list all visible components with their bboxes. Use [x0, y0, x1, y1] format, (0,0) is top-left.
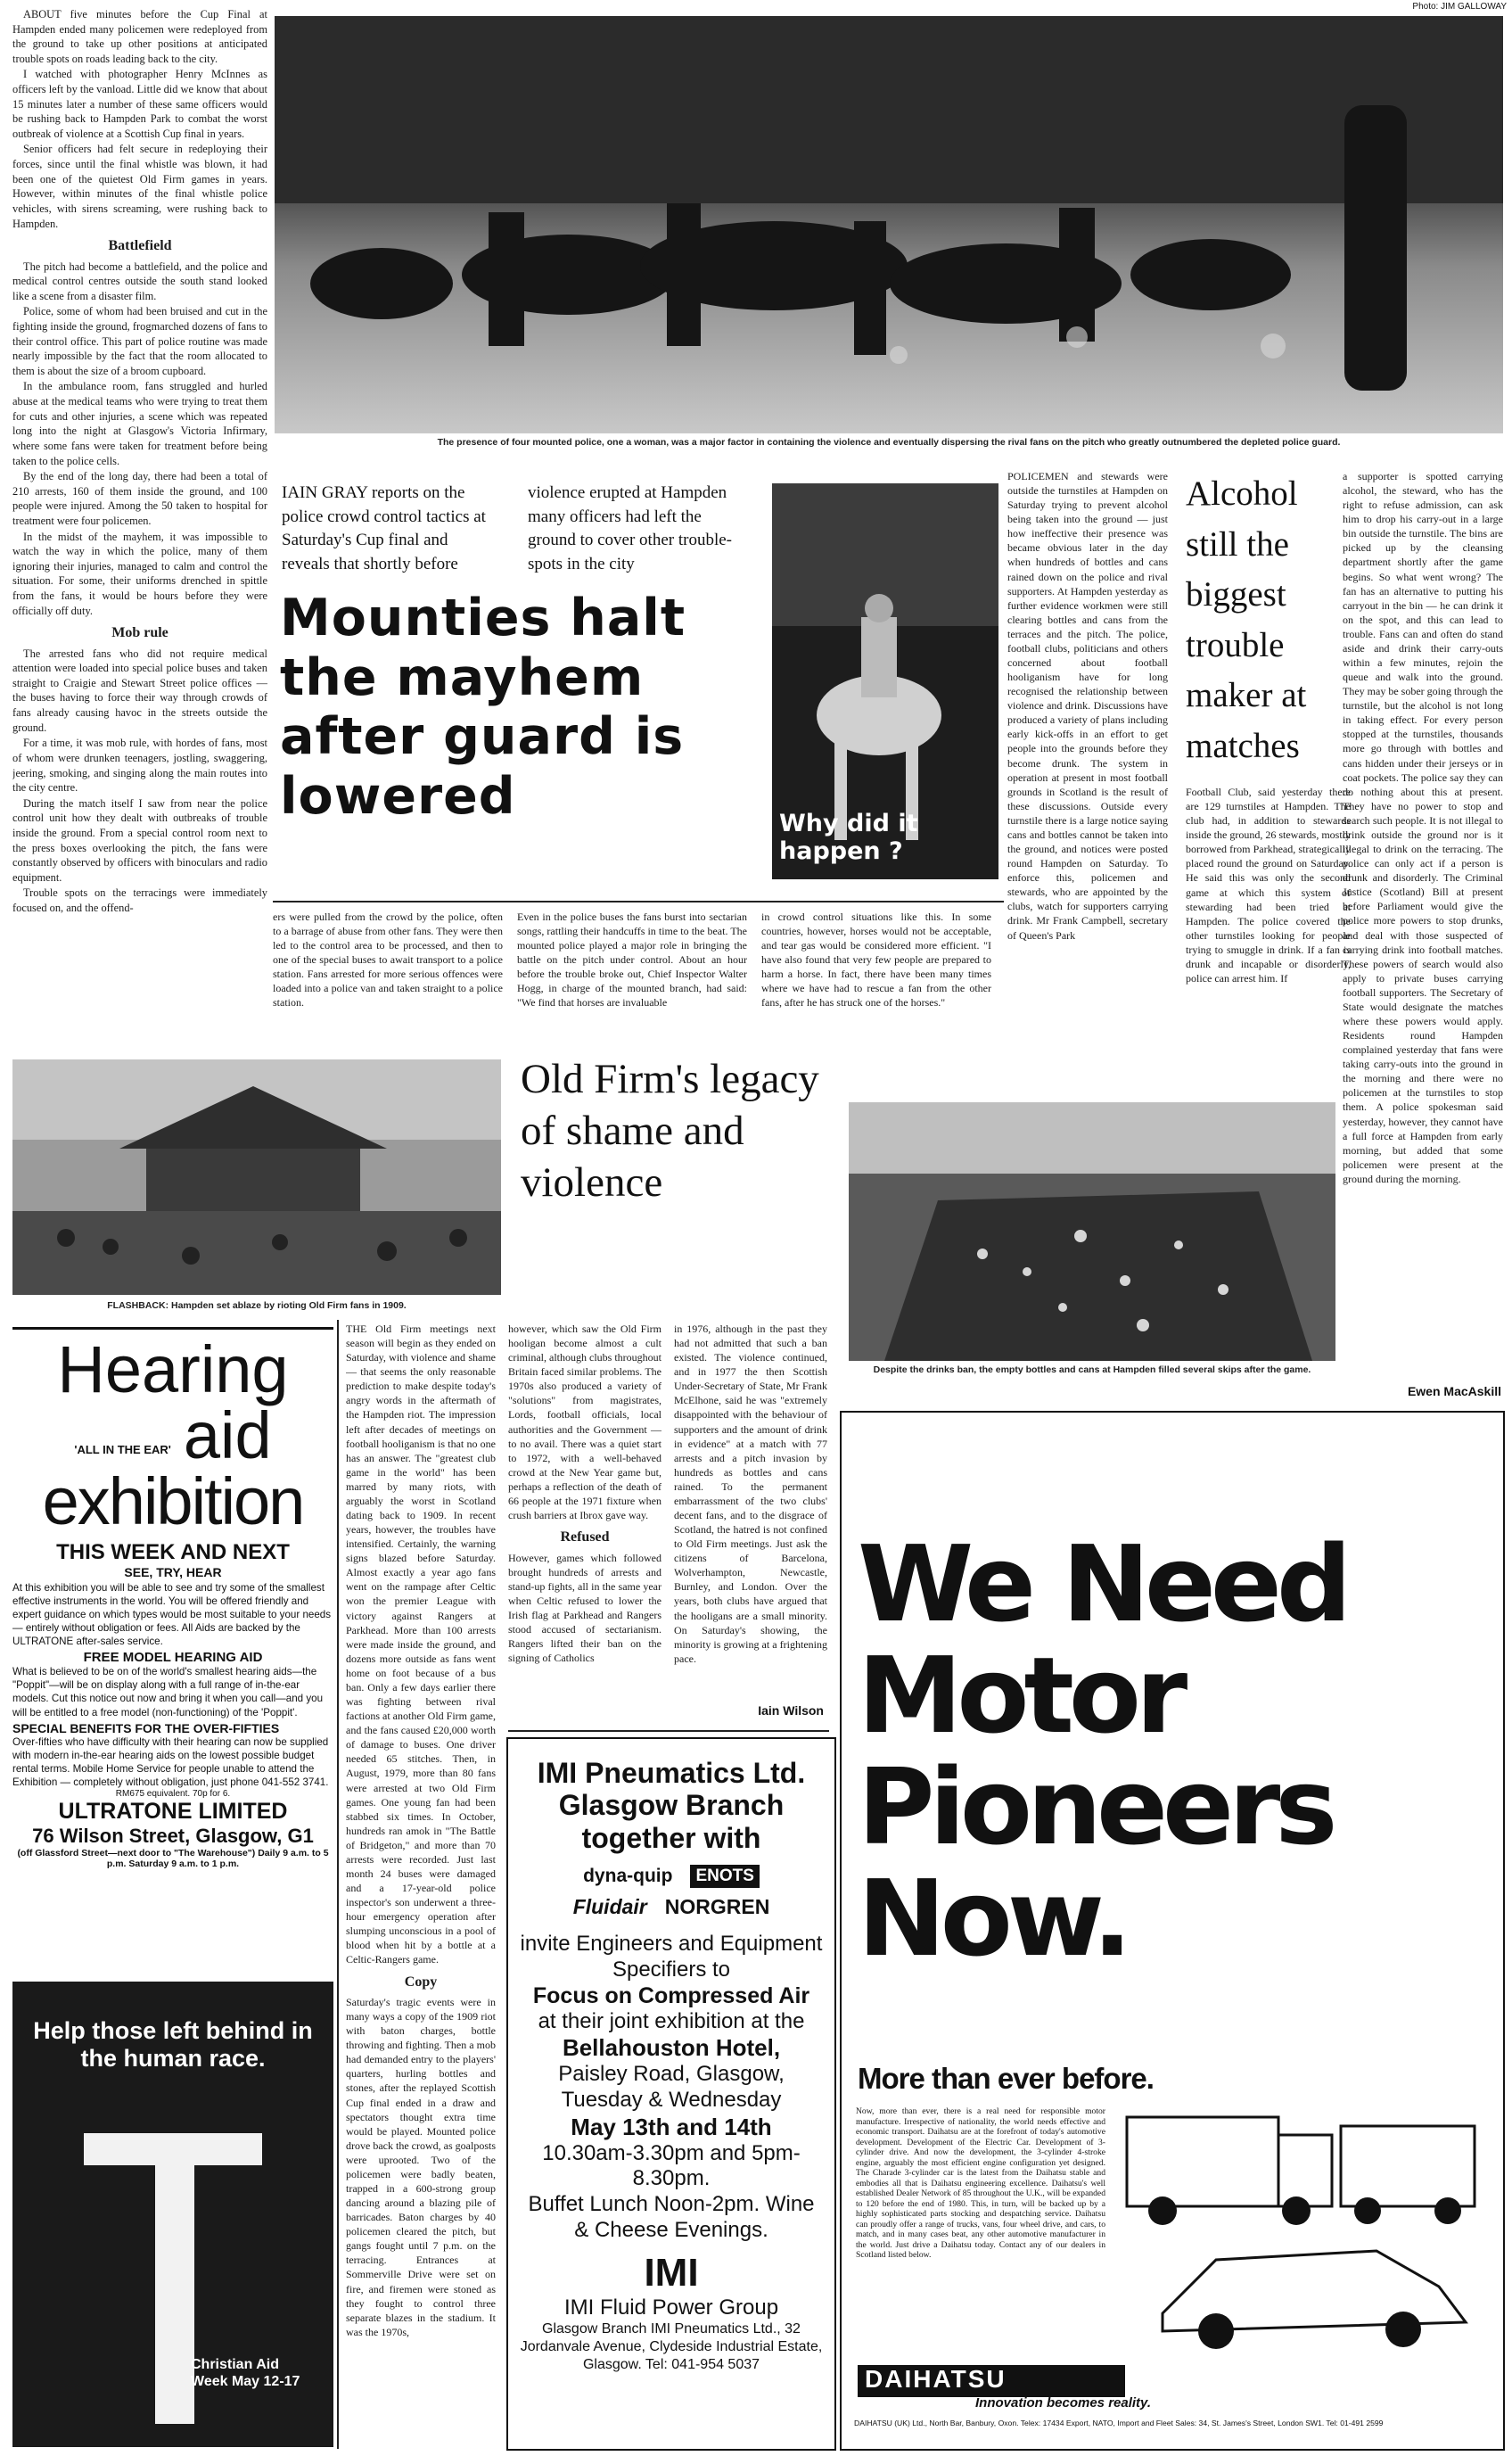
hearing-title: Hearing: [57, 1332, 289, 1406]
fluidair-logo: Fluidair: [572, 1895, 647, 1919]
why-column: POLICEMEN and stewards were outside the turnstiles at Hampden on Saturday trying to prevent alcohol being taken into the ground — just how ineffective their presence was became obvious later in the day when hundreds of bottles and cans rained down on the police and rival supporters. At Hampden yesterday as further evidence workmen were still clearing bottles and cans from the terraces and the pitch. The police, football clubs, politicians and others concerned about football hooliganism have for long recognised the relationship between violence and drink. Discussions have produced a variety of plans including early kick-offs in an effort to get people into the grounds before they become drunk. The system in operation at present in most football grounds in Scotland is the result of these discussions. Outside every turnstile there is a large notice saying cans and bottles cannot be taken into the ground, and notices were posted round Hampden on Saturday. To enforce this, policemen and stewards, who are appointed by the clubs, watch for supporters carrying drink. Mr Frank Campbell, secretary of Queen's Park: [1007, 470, 1168, 942]
drinks-caption: Despite the drinks ban, the empty bottles and cans at Hampden filled several skips after the game.: [873, 1364, 1311, 1375]
imi-title: IMI Pneumatics Ltd. Glasgow Branch together with: [537, 1757, 806, 1854]
paragraph: For a time, it was mob rule, with hordes of fans, most of whom were drunken teenagers, jostling, swaggering, jeering, smoking, and singing along the main routes into the city centre.: [12, 737, 267, 795]
hearing-free: FREE MODEL HEARING AID: [83, 1650, 263, 1666]
imi-group: IMI Fluid Power Group: [563, 2295, 779, 2320]
christian-week: Christian Aid Week May 12-17: [191, 2357, 300, 2390]
subheading: Refused: [560, 1529, 610, 1545]
christian-headline: Help those left behind in the human race.: [33, 2017, 313, 2073]
imi-joint: at their joint exhibition at the: [538, 2009, 805, 2033]
alcohol-column: Football Club, said yesterday there are 129 turnstiles at Hampden. The club had, in addition to stewards inside the ground, 26 stewards, mostly borrowed from Parkhead, strategically placed round the ground on Saturday. He said this was only the second game at which this system of stewarding had been tried at Hampden. The police covered the other turnstiles looking for people trying to smuggle in drink. If a fan is drunk and incapable or disorderly, police can arrest him. If: [1186, 786, 1351, 985]
photo-image: [12, 1059, 501, 1295]
alcohol-headline: Alcohol still the biggest trouble maker at matches: [1186, 474, 1307, 765]
oldfirm-column-1: [346, 1322, 496, 2451]
oldfirm-text: however, which saw the Old Firm hooligan become almost a cult criminal, although clubs throughout Britain faced similar problems. The 1970s also produced a variety of "solutions" from magistrates, Lords, football officials, local authorities and the Government — to no avail. There was a quiet start to 1972, with a well-behaved crowd at the New Year game but, perhaps a reflection of the death of 66 people at the 1971 fixture when crush barriers at Ibrox gave way.: [508, 1323, 662, 1522]
oldfirm-byline: Iain Wilson: [758, 1703, 824, 1718]
top-photo-caption: The presence of four mounted police, one a woman, was a major factor in containing the violence and eventually dispersing the rival fans on the pitch who greatly outnumbered the depleted police guard.: [437, 437, 1341, 448]
imi-ad: [506, 1737, 836, 2451]
oldfirm-text: However, games which followed brought hundreds of arrests and stand-up fights, all in the same year when Celtic refused to lower the Irish flag at Parkhead and Rangers stood accused of sectarianism. Rangers lifted their ban on the signing of Catholics: [508, 1551, 662, 1665]
hearing-exhibition: exhibition: [42, 1464, 304, 1538]
mid-column-2: Even in the police buses the fans burst into sectarian songs, rattling their handcuffs in time to the beat. The mounted police played a major role in bringing the battle on the pitch under control. About an hour before the trouble broke out, Chief Inspector Walter Hogg, in charge of the mounted branch, had said: "We find that horses are invaluable: [517, 911, 747, 1010]
subheading: Copy: [404, 1974, 438, 1990]
hearing-see: SEE, TRY, HEAR: [124, 1565, 222, 1579]
daihatsu-subhead: More than ever before.: [858, 2062, 1154, 2095]
photo-image: [275, 16, 1503, 433]
hearing-address: 76 Wilson Street, Glasgow, G1: [32, 1824, 314, 1847]
paragraph: In the ambulance room, fans struggled and hurled abuse at the medical teams who were trying to treat them for cuts and other injuries, a scene which was repeated long into the night at Glasgow's Victoria Infirmary, where some fans were taken for treatment before being taken to the police cells.: [12, 380, 267, 467]
divider: [337, 1320, 339, 2449]
hampden-pitch-photo: [275, 16, 1503, 433]
photo-image: [849, 1102, 1335, 1361]
enots-logo: ENOTS: [690, 1865, 759, 1888]
paragraph: ABOUT five minutes before the Cup Final at Hampden ended many policemen were redeployed from the ground to take up other positions at anticipated trouble spots on roads leading back to the city.: [12, 8, 267, 65]
mounted-police-photo: [772, 483, 998, 879]
paragraph: Police, some of whom had been bruised and cut in the fighting inside the ground, frogmarched dozens of fans to their control office. This part of police routine was made nearly impossible by the fact that the room allocated to them is about the size of a broom cupboard.: [12, 305, 267, 377]
oldfirm-text: Saturday's tragic events were in many ways a copy of the 1909 riot with baton charges, bottle throwing and fighting. Then a mob had demanded entry to the players' quarters, hurling bottles and stones, after the replayed Scottish Cup final ended in a draw and spectators thought extra time would be played. Mounted police drove back the crowd, as goalposts were uprooted. Two of the policemen were badly beaten, trapped in a 600-strong group dancing around a blazing pile of barricades. Baton charges by 40 policemen cleared the pitch, but gangs fought until 7 p.m. on the terracing. Entrances at Sommerville Drive were set on fire, and firemen were stoned as they fought to control three separate blazes in the stadium. It was the 1970s,: [346, 1995, 496, 2338]
paragraph: By the end of the long day, there had been a total of 210 arrests, 160 of them inside the ground, and 100 people were injured. Among the 50 taken to hospital for treatment were four policemen.: [12, 470, 267, 527]
hearing-special: SPECIAL BENEFITS FOR THE OVER-FIFTIES: [12, 1720, 280, 1735]
imi-buffet: Buffet Lunch Noon-2pm. Wine & Cheese Evenings.: [528, 2192, 815, 2242]
hearing-aid-ad: [12, 1327, 333, 1974]
hearing-body-2: What is believed to be on of the world's smallest hearing aids—the "Poppit"—will be on display along with a full range of in-the-ear models. Cut this notice out now and bring it when you call—and you will be entitled to a free model (non-functioning) of the 'Poppit'.: [12, 1666, 324, 1718]
oldfirm-headline: Old Firm's legacy of shame and violence: [521, 1056, 819, 1206]
paragraph: The arrested fans who did not require medical attention were loaded into special police buses and taken straight to Craigie and Stewart Street police offices — the buses having to force their way through crowds of fans already causing havoc in the streets outside the ground.: [12, 647, 267, 734]
hearing-aid-word: aid: [183, 1398, 272, 1472]
imi-logo: IMI: [644, 2250, 699, 2295]
daihatsu-body: Now, more than ever, there is a real need for responsible motor manufacture. Irrespective of nationality, the world needs effective and economic transport. Daihatsu are at the forefront of today's automotive development. Development of the Electric Car. Development of 3-cylinder drive. And now the development, the 3-cylinder 4-stroke engine, arguably the most efficient engine configuration yet designed. The Charade 3-cylinder car is the latest from the Daihatsu stable and embodies all that is Daihatsu engineering excellence. Daihatsu's well established Dealer Network of 85 throughout the U.K., will be expanded to 120 before the end of 1980. This, in turn, will be backed up by a highly sophisticated parts stocking and despatching service. Daihatsu can proudly offer a range of trucks, vans, four wheel drive, and cars, to match, and in many cases beat, any other automotive manufacturer in the world. Just drive a Daihatsu today. Contact any of our dealers in Scotland listed below.: [856, 2106, 1105, 2260]
standfirst-right: violence erupted at Hampden many officers had left the ground to cover other trouble-spots in the city: [528, 483, 732, 573]
dynaquip-logo: dyna-quip: [583, 1866, 673, 1887]
norgren-logo: NORGREN: [664, 1895, 770, 1919]
divider: [273, 901, 1004, 902]
paragraph: The pitch had become a battlefield, and the police and medical control centres outside the south stand looked like a scene from a disaster film.: [12, 260, 267, 302]
subheading: Battlefield: [108, 238, 172, 254]
photo-credit: Photo: JIM GALLOWAY: [1412, 2, 1507, 12]
mid-column-1: ers were pulled from the crowd by the police, often to a barrage of abuse from other fans. They were then led to the control area to be processed, and then to one of the special buses to await transport to a police station. Fans arrested for more serious offences were loaded into a police van and taken straight to a police station.: [273, 911, 503, 1010]
oldfirm-column-2: [508, 1322, 662, 1732]
hearing-when: THIS WEEK AND NEXT: [56, 1540, 290, 1564]
subheading: Mob rule: [111, 625, 168, 641]
daihatsu-tagline: Innovation becomes reality.: [975, 2395, 1151, 2411]
hearing-body-1: At this exhibition you will be able to see and try some of the smallest effective instruments in the world. You will be offered friendly and expert guidance on which types would be most suitable to your needs — entirely without obligation or fees. All Aids are backed by the ULTRATONE after-sales service.: [12, 1582, 332, 1648]
christian-aid-ad: [12, 1982, 333, 2447]
standfirst-left: IAIN GRAY reports on the police crowd control tactics at Saturday's Cup final and reveals that shortly before: [282, 483, 486, 573]
hearing-body-3: Over-fifties who have difficulty with their hearing can now be supplied with modern in-the-ear hearing aids on the lowest possible budget rental terms. Mobile Home Service for people unable to attend the Exhibition — completely without obligation, just phone 041-552 3741.: [12, 1735, 329, 1788]
divider: [508, 1730, 829, 1732]
flashback-caption: FLASHBACK: Hampden set ablaze by rioting Old Firm fans in 1909.: [107, 1300, 407, 1311]
imi-invite: invite Engineers and Equipment Specifiers to: [520, 1932, 823, 1982]
oldfirm-text: THE Old Firm meetings next season will begin as they ended on Saturday, with violence and shame — that seems the only reasonable prediction to make despite today's angry words in the aftermath of the Hampden riot. The impression left after decades of meetings on football hooliganism is that no one has an answer. The "greatest club game in the world" has been marred by many riots, with arguably the worst in Scotland dating back to 1909. In recent years, however, the troubles have intensified. Certainly, the warning signs blazed before Saturday. Almost exactly a year ago fans went on the rampage after Celtic won the premier League with victory against Rangers at Parkhead. More than 100 arrests were made inside the ground, and dozens more outside as fans went home on foot because of a bus ban. Only a few days earlier there was fighting between rival factions at another Old Firm game, and the fans caused £20,000 worth of damage to buses. One driver needed 65 stitches. Then, in August, 1979, more than 80 fans were arrested at two Old Firm games. One young fan had been stabbed six times. In October, hundreds ran amok in "The Battle of Bridgeton," and more than 70 arrests were recorded. Just last month 24 buses were damaged and a 17-year-old police inspector's son underwent a three-hour emergency operation after slumping unconscious in a pool of blood when hit by a bottle at a Celtic-Rangers game.: [346, 1323, 496, 1966]
drinks-skip-photo: [849, 1102, 1335, 1361]
paragraph: I watched with photographer Henry McInnes as officers left by the vanload. Little did we know that about 15 minutes later a number of these same officers would be rushing back to Hampden Park to combat the worst outbreak of violence at a Scottish Cup final in years.: [12, 68, 267, 140]
imi-focus: Focus on Compressed Air: [532, 1983, 810, 2008]
imi-location: Paisley Road, Glasgow, Tuesday & Wednesday: [558, 2062, 785, 2112]
oldfirm-column-3: in 1976, although in the past they had not admitted that such a ban existed. The violence continued, and in 1977 the then Scottish Under-Secretary of State, Mr Frank McElhone, said he was "extremely disappointed with the behaviour of supporters and the amount of drink in evidence" at a match with 77 arrests and a pitch invasion by hundreds as bottles and cans rained. To the permanent embarrassment of the two clubs' decent fans, and to the disgrace of Scotland, the hatred is not confined to Old Firm meetings. Just ask the citizens of Barcelona, Wolverhampton, Newcastle, Burnley, and London. Over the years, both clubs have argued that the hooligans are a small minority. On Saturday's showing, the minority is growing at a frightening pace.: [674, 1323, 827, 1665]
imi-dates: May 13th and 14th: [571, 2113, 772, 2140]
flashback-photo: [12, 1059, 501, 1295]
hearing-tagline: 'ALL IN THE EAR': [74, 1443, 171, 1456]
imi-times: 10.30am-3.30pm and 5pm-8.30pm.: [542, 2140, 801, 2191]
right-column: a supporter is spotted carrying alcohol, the steward, who has the right to refuse admission, can ask him to drop his carry-out in a large bin outside the turnstile. The bins are picked up by the cleansing department shortly after the game begins. So what went wrong? The fan has an alternative to putting his carryout in the bin — he can drink it on the spot, and this can lead to trouble. Fans can and often do stand aside and drink their carry-outs within a few minutes, rejoin the queue and walk into the ground. They may be sober going through the turnstile, but the alcohol is not long in taking effect. For every person stopped at the turnstiles, thousands more go through with bottles and cans hidden under their jerseys or in coat pockets. The police say they can do nothing about this at present. They have no power to stop and search such people. It is not illegal to drink outside the ground nor is it illegal to drink on the terracing. The police can only act if a person is drunk and disorderly. The Criminal Justice (Scotland) Bill at present before Parliament would give the police more powers to stop drunks, and deal with those suspected of carrying drink into football matches. These powers of search would also apply to private buses carrying football supporters. The Secretary of State would designate the matches where these powers would apply. Residents round Hampden complained yesterday that fans were taking carry-outs into the ground in the morning and there were no policemen at the turnstiles to stop them. A police spokesman said yesterday, however, they cannot have a full force at Hampden from early morning, but added that some policemen were present at the ground during the morning.: [1343, 470, 1503, 1185]
daihatsu-footer: DAIHATSU (UK) Ltd., North Bar, Banbury, Oxon. Telex: 17434 Export, NATO, Import and Fleet Sales: 34, St. James's Street, London SW1. Tel: 01-491 2599: [854, 2419, 1384, 2427]
imi-address: Glasgow Branch IMI Pneumatics Ltd., 32 Jordanvale Avenue, Clydeside Industrial Estate, Glasgow. Tel: 041-954 5037: [520, 2320, 823, 2372]
right-byline: Ewen MacAskill: [1407, 1384, 1501, 1398]
why-label: Why did it happen ?: [779, 810, 918, 866]
daihatsu-headline: We Need Motor Pioneers Now.: [858, 1529, 1347, 1981]
hearing-hours: (off Glassford Street—next door to "The Warehouse") Daily 9 a.m. to 5 p.m. Saturday 9 a.m. to 1 p.m.: [17, 1847, 329, 1869]
hearing-rm: RM675 equivalent. 70p for 6.: [115, 1788, 231, 1799]
vehicles-illustration: [1109, 2099, 1492, 2367]
paragraph: During the match itself I saw from near the police control unit how they dealt with outbreaks of trouble inside the ground. From a special control room next to the press boxes overlooking the pitch, the fans were constantly observed by officers with binoculars and radio equipment.: [12, 796, 267, 884]
hearing-company: ULTRATONE LIMITED: [58, 1798, 288, 1824]
imi-hotel: Bellahouston Hotel,: [562, 2034, 781, 2061]
daihatsu-logo: DAIHATSU: [858, 2365, 1125, 2397]
mid-column-3: in crowd control situations like this. In some countries, however, horses would not be acceptable, and tear gas would be considered more efficient. "I have also found that very few people are prepared to harm a horse. In fact, there have been many times where we have had to rescue a fan from the other fans, after he has struck one of the horses.": [761, 911, 991, 1010]
main-headline: Mounties halt the mayhem after guard is lowered: [280, 589, 686, 827]
paragraph: In the midst of the mayhem, it was impossible to watch the way in which the police, many of them ignoring their injuries, managed to calm and control the situation. For some, their uniforms drenched in spittle from the fans, it would be hours before they were officially off duty.: [12, 530, 267, 617]
daihatsu-ad: [840, 1411, 1505, 2451]
paragraph: Trouble spots on the terracings were immediately focused on, and the offend-: [12, 886, 267, 914]
paragraph: Senior officers had felt secure in redeploying their forces, since until the final whistle was blown, it had been one of the quietest Old Firm games in years. However, within minutes of the final whistle police vehicles, with sirens screaming, were rushing back to Hampden.: [12, 143, 267, 230]
